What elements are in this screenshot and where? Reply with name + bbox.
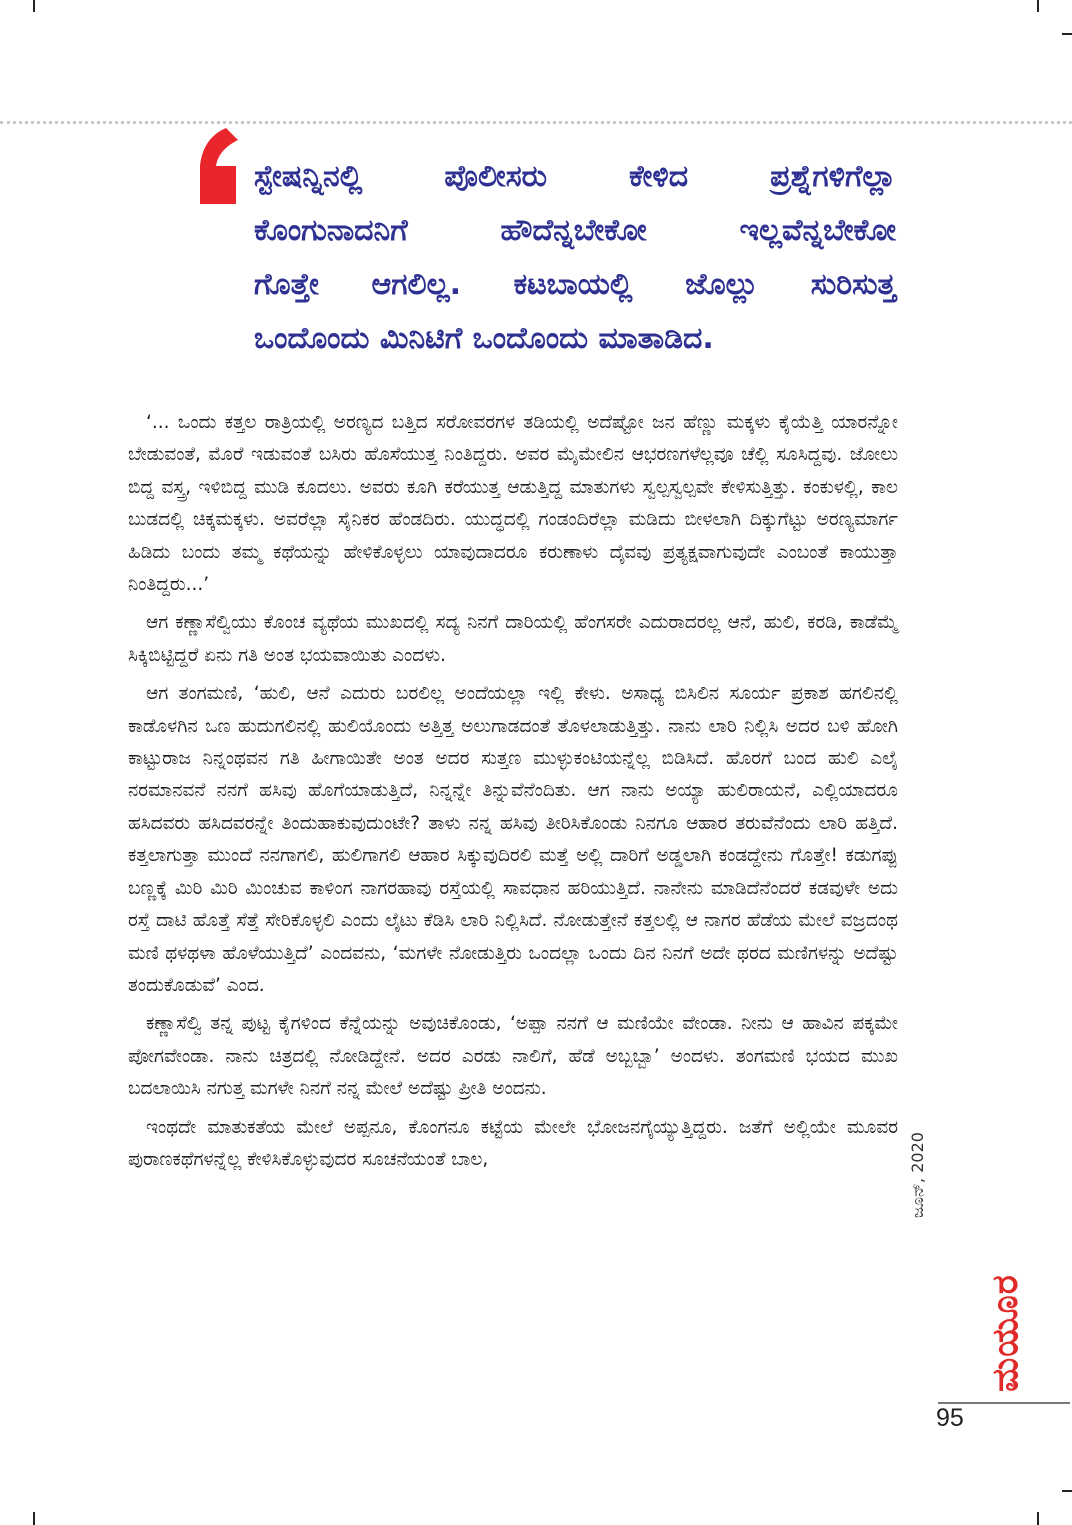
quote-mark-icon <box>196 126 242 206</box>
crop-mark-top-right <box>1037 0 1039 12</box>
dotted-divider <box>0 121 1072 124</box>
pull-quote-line: ಒಂದೊಂದು ಮಿನಿಟಿಗೆ ಒಂದೊಂದು ಮಾತಾಡಿದ. <box>254 321 714 356</box>
crop-mark-right-upper <box>1062 33 1072 35</box>
body-paragraph: ಇಂಥದೇ ಮಾತುಕತೆಯ ಮೇಲೆ ಅಪ್ಪನೂ, ಕೊಂಗನೂ ಕಟ್ಟೆಯ ಮೇಲೇ ಭೋಜನಗೈಯ್ಯುತ್ತಿದ್ದರು. ಜತೆಗೆ ಅಲ್ಲಿಯೇ ಮೂವರ ಪುರಾಣಕಥೆಗಳನ್ನೆಲ್ಲ ಕೇಳಿಸಿಕೊಳ್ಳುವುದರ ಸೂಚನೆಯಂತೆ ಬಾಲ, <box>128 1116 898 1170</box>
crop-mark-right-lower <box>1062 1490 1072 1492</box>
magazine-logo: ಮಯೂರ <box>985 1274 1026 1392</box>
pull-quote-line: ಕೊಂಗುನಾದನಿಗೆ ಹೌದೆನ್ನಬೇಕೋ ಇಲ್ಲವೆನ್ನಬೇಕೋ <box>254 213 896 248</box>
article-body <box>128 407 898 1182</box>
pull-quote <box>254 150 896 366</box>
body-paragraph: ಆಗ ಕಣ್ಣಾಸೆಲ್ವಿಯು ಕೊಂಚ ವ್ಯಥೆಯ ಮುಖದಲ್ಲಿ ಸದ್ಯ ನಿನಗೆ ದಾರಿಯಲ್ಲಿ ಹೆಂಗಸರೇ ಎದುರಾದರಲ್ಲ ಆನೆ, ಹುಲಿ, ಕರಡಿ, ಕಾಡೆಮ್ಮೆ ಸಿಕ್ಕಿಬಿಟ್ಟಿದ್ದರೆ ಏನು ಗತಿ ಅಂತ ಭಯವಾಯಿತು ಎಂದಳು. <box>128 612 898 666</box>
page-number: 95 <box>936 1404 964 1432</box>
body-paragraph: ಕಣ್ಣಾಸೆಲ್ವಿ ತನ್ನ ಪುಟ್ಟ ಕೈಗಳಿಂದ ಕೆನ್ನೆಯನ್ನು ಅವುಚಿಕೊಂಡು, ‘ಅಪ್ಪಾ ನನಗೆ ಆ ಮಣಿಯೇ ವೇಂಡಾ. ನೀನು ಆ ಹಾವಿನ ಪಕ್ಕಮೇ ಪೋಗವೇಂಡಾ. ನಾನು ಚಿತ್ರದಲ್ಲಿ ನೋಡಿದ್ದೇನೆ. ಅದರ ಎರಡು ನಾಲಿಗೆ, ಹೆಡೆ ಅಬ್ಬಬ್ಬಾ’ ಅಂದಳು. ತಂಗಮಣಿ ಭಯದ ಮುಖ ಬದಲಾಯಿಸಿ ನಗುತ್ತ ಮಗಳೇ ನಿನಗೆ ನನ್ನ ಮೇಲೆ ಅದೆಷ್ಟು ಪ್ರೀತಿ ಅಂದನು. <box>128 1013 898 1100</box>
crop-mark-bottom-right <box>1037 1512 1039 1525</box>
body-paragraph: ‘... ಒಂದು ಕತ್ತಲ ರಾತ್ರಿಯಲ್ಲಿ ಅರಣ್ಯದ ಬತ್ತಿದ ಸರೋವರಗಳ ತಡಿಯಲ್ಲಿ ಅದೆಷ್ಟೋ ಜನ ಹೆಣ್ಣು ಮಕ್ಕಳು ಕೈಯೆತ್ತಿ ಯಾರನ್ನೋ ಬೇಡುವಂತೆ, ಮೊರೆ ಇಡುವಂತೆ ಬಸಿರು ಹೊಸೆಯುತ್ತ ನಿಂತಿದ್ದರು. ಅವರ ಮೈಮೇಲಿನ ಆಭರಣಗಳೆಲ್ಲವೂ ಚೆಲ್ಲಿ ಸೂಸಿದ್ದವು. ಜೋಲು ಬಿದ್ದ ವಸ್ತ್ರ, ಇಳಿಬಿದ್ದ ಮುಡಿ ಕೂದಲು. ಅವರು ಕೂಗಿ ಕರೆಯುತ್ತ ಆಡುತ್ತಿದ್ದ ಮಾತುಗಳು ಸ್ವಲ್ಪಸ್ವಲ್ಪವೇ ಕೇಳಿಸುತ್ತಿತ್ತು. ಕಂಕುಳಲ್ಲಿ, ಕಾಲ ಬುಡದಲ್ಲಿ ಚಿಕ್ಕಮಕ್ಕಳು. ಅವರೆಲ್ಲಾ ಸೈನಿಕರ ಹೆಂಡದಿರು. ಯುದ್ಧದಲ್ಲಿ ಗಂಡಂದಿರೆಲ್ಲಾ ಮಡಿದು ಬೀಳಲಾಗಿ ದಿಕ್ಕುಗೆಟ್ಟು ಅರಣ್ಯಮಾರ್ಗ ಹಿಡಿದು ಬಂದು ತಮ್ಮ ಕಥೆಯನ್ನು ಹೇಳಿಕೊಳ್ಳಲು ಯಾವುದಾದರೂ ಕರುಣಾಳು ದೈವವು ಪ್ರತ್ಯಕ್ಷವಾಗುವುದೇ ಎಂಬಂತೆ ಕಾಯುತ್ತಾ ನಿಂತಿದ್ದರು...’ <box>128 412 898 596</box>
body-paragraph: ಆಗ ತಂಗಮಣಿ, ‘ಹುಲಿ, ಆನೆ ಎದುರು ಬರಲಿಲ್ಲ ಅಂದೆಯಲ್ಲಾ ಇಲ್ಲಿ ಕೇಳು. ಅಸಾಧ್ಯ ಬಿಸಿಲಿನ ಸೂರ್ಯ ಪ್ರಕಾಶ ಹಗಲಿನಲ್ಲಿ ಕಾಡೊಳಗಿನ ಒಣ ಹುದುಗಲಿನಲ್ಲಿ ಹುಲಿಯೊಂದು ಅತ್ತಿತ್ತ ಅಲುಗಾಡದಂತೆ ತೊಳಲಾಡುತ್ತಿತ್ತು. ನಾನು ಲಾರಿ ನಿಲ್ಲಿಸಿ ಅದರ ಬಳಿ ಹೋಗಿ ಕಾಟ್ಟುರಾಜ ನಿನ್ನಂಥವನ ಗತಿ ಹೀಗಾಯಿತೇ ಅಂತ ಅದರ ಸುತ್ತಣ ಮುಳ್ಳುಕಂಟಿಯನ್ನೆಲ್ಲ ಬಿಡಿಸಿದೆ. ಹೊರಗೆ ಬಂದ ಹುಲಿ ಎಲೈ ನರಮಾನವನೆ ನನಗೆ ಹಸಿವು ಹೊಗೆಯಾಡುತ್ತಿದೆ, ನಿನ್ನನ್ನೇ ತಿನ್ನುವೆನೆಂದಿತು. ಆಗ ನಾನು ಅಯ್ಯಾ ಹುಲಿರಾಯನೆ, ಎಲ್ಲಿಯಾದರೂ ಹಸಿದವರು ಹಸಿದವರನ್ನೇ ತಿಂದುಹಾಕುವುದುಂಟೇ? ತಾಳು ನನ್ನ ಹಸಿವು ತೀರಿಸಿಕೊಂಡು ನಿನಗೂ ಆಹಾರ ತರುವೆನೆಂದು ಲಾರಿ ಹತ್ತಿದೆ. ಕತ್ತಲಾಗುತ್ತಾ ಮುಂದೆ ನನಗಾಗಲಿ, ಹುಲಿಗಾಗಲಿ ಆಹಾರ ಸಿಕ್ಕುವುದಿರಲಿ ಮತ್ತೆ ಅಲ್ಲಿ ದಾರಿಗೆ ಅಡ್ಡಲಾಗಿ ಕಂಡದ್ದೇನು ಗೊತ್ತೇ! ಕಡುಗಪ್ಪು ಬಣ್ಣಕ್ಕೆ ಮಿರಿ ಮಿರಿ ಮಿಂಚುವ ಕಾಳಿಂಗ ನಾಗರಹಾವು ರಸ್ತೆಯಲ್ಲಿ ಸಾವಧಾನ ಹರಿಯುತ್ತಿದೆ. ನಾನೇನು ಮಾಡಿದೆನೆಂದರೆ ಕಡವುಳೇ ಅದು ರಸ್ತೆ ದಾಟಿ ಹೊತ್ತೆ ಸೆತ್ತೆ ಸೇರಿಕೊಳ್ಳಲಿ ಎಂದು ಲೈಟು ಕೆಡಿಸಿ ಲಾರಿ ನಿಲ್ಲಿಸಿದೆ. ನೋಡುತ್ತೇನೆ ಕತ್ತಲಲ್ಲಿ ಆ ನಾಗರ ಹೆಡೆಯ ಮೇಲೆ ವಜ್ರದಂಥ ಮಣಿ ಥಳಥಳಾ ಹೊಳೆಯುತ್ತಿದೆ’ ಎಂದವನು, ‘ಮಗಳೇ ನೋಡುತ್ತಿರು ಒಂದಲ್ಲಾ ಒಂದು ದಿನ ನಿನಗೆ ಅದೇ ಥರದ ಮಣಿಗಳನ್ನು ಅದೆಷ್ಟು ತಂದುಕೊಡುವೆ’ ಎಂದ. <box>128 683 898 996</box>
crop-mark-top-left <box>33 0 35 12</box>
pull-quote-line: ಗೊತ್ತೇ ಆಗಲಿಲ್ಲ. ಕಟಬಾಯಲ್ಲಿ ಜೊಲ್ಲು ಸುರಿಸುತ್ತ <box>254 267 896 302</box>
crop-mark-bottom-left <box>33 1512 35 1525</box>
issue-date: ಜೂನ್, 2020 <box>908 1132 927 1218</box>
pull-quote-line: ಸ್ಟೇಷನ್ನಿನಲ್ಲಿ ಪೊಲೀಸರು ಕೇಳಿದ ಪ್ರಶ್ನೆಗಳಿಗೆಲ್ಲಾ <box>254 159 896 194</box>
